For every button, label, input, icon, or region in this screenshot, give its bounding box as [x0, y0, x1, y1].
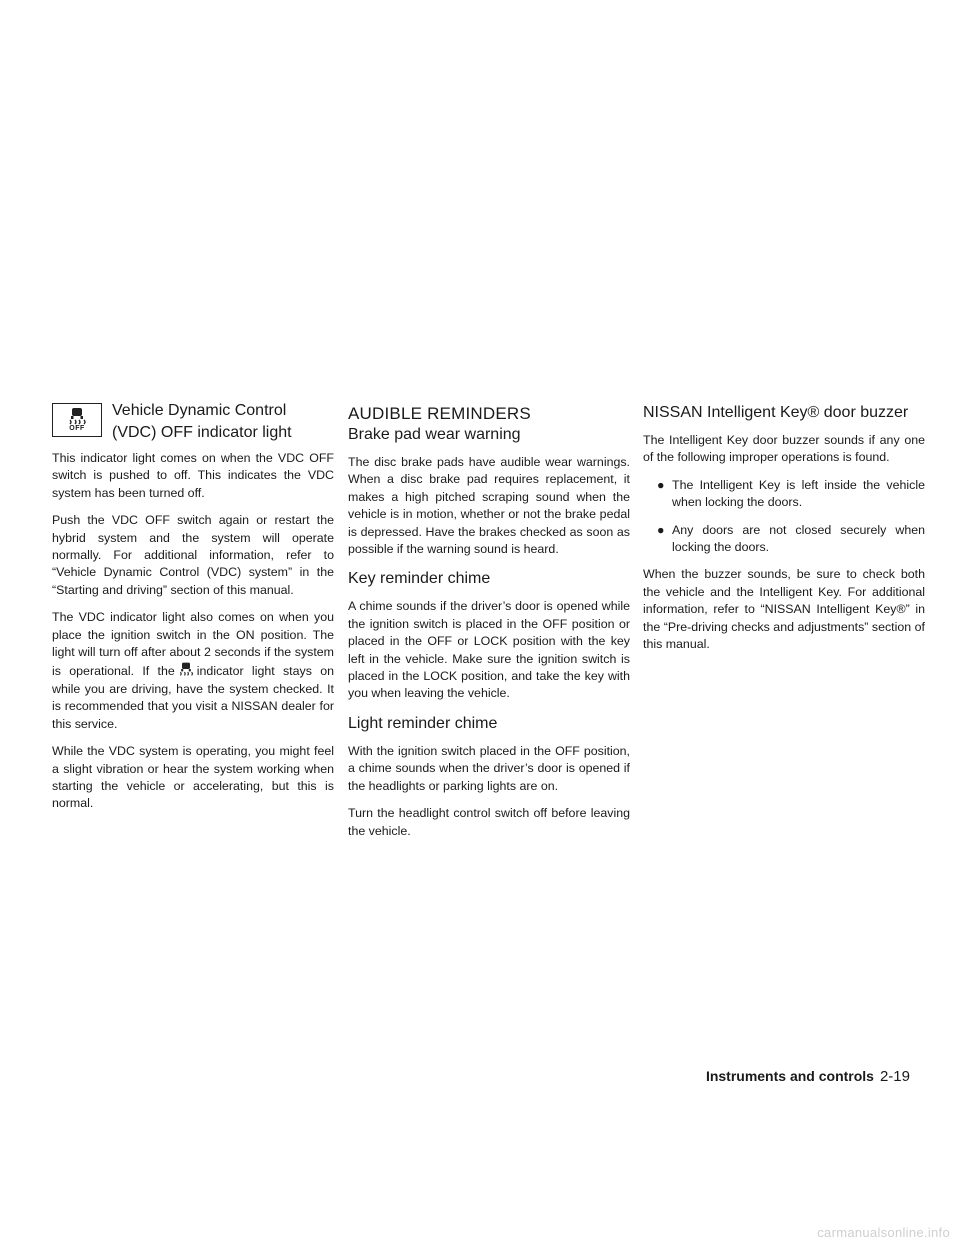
- page-number: 2-19: [879, 1068, 910, 1085]
- vdc-paragraph-3: The VDC indicator light also comes on when you place the ignition switch in the ON position. The light will turn off after about 2 seconds if the system is operational. If the indicator light stays on while you are driving, have the system checked. It is recommended that you visit a NISSAN dealer for this service.: [52, 610, 335, 731]
- vdc-inline-icon: [175, 661, 197, 677]
- vdc-off-icon: [52, 403, 102, 437]
- key-heading: Key reminder chime: [348, 570, 491, 588]
- page-footer: [706, 1068, 910, 1085]
- skidding-car-icon: [67, 407, 87, 425]
- vdc-paragraph-4: While the VDC system is operating, you might feel a slight vibration or hear the system working when starting the vehicle or accelerating, but this is normal.: [52, 744, 334, 811]
- brake-heading: Brake pad wear warning: [348, 426, 521, 443]
- vdc-header: [52, 400, 334, 444]
- vdc-title: Vehicle Dynamic Control (VDC) OFF indicator light: [112, 402, 292, 441]
- column-audible-reminders: [348, 400, 630, 850]
- list-item: ● Any doors are not closed securely when locking the doors.: [657, 522, 925, 555]
- vdc-paragraph-1: This indicator light comes on when the VDC OFF switch is pushed to off. This indicates the VDC system has been turned off.: [52, 451, 334, 500]
- buzzer-paragraph-1: The Intelligent Key door buzzer sounds if any one of the following improper operations is found.: [643, 433, 925, 465]
- footer-section: Instruments and controls: [705, 1068, 874, 1084]
- vdc-paragraph-2: Push the VDC OFF switch again or restart the hybrid system and the system will operate normally. For additional information, refer to “Vehicle Dynamic Control (VDC) system” in the “Starting and driving” section of this manual.: [52, 513, 334, 597]
- column-vdc: [52, 400, 334, 823]
- list-item: ● The Intelligent Key is left inside the vehicle when locking the doors.: [657, 477, 925, 510]
- brake-paragraph: The disc brake pads have audible wear warnings. When a disc brake pad requires replacement, it makes a high pitched scraping sound when the vehicle is in motion, whether or not the brake pedal is depressed. Have the brakes checked as soon as possible if the warning sound is heard.: [348, 455, 630, 557]
- column-door-buzzer: [643, 400, 925, 663]
- light-paragraph-1: With the ignition switch placed in the OFF position, a chime sounds when the driver’s door is opened if the headlights or parking lights are on.: [348, 743, 630, 793]
- buzzer-bullets: [643, 477, 925, 557]
- buzzer-heading: NISSAN Intelligent Key® door buzzer: [643, 404, 909, 421]
- icon-off-label: OFF: [69, 425, 85, 432]
- light-heading: Light reminder chime: [348, 714, 498, 732]
- watermark: carmanualsonline.info: [817, 1225, 950, 1240]
- key-paragraph: A chime sounds if the driver’s door is opened while the ignition switch is placed in the OFF position or placed in the OFF or LOCK position with the key left in the vehicle. Make sure the ignition switch is placed in the LOCK position, and take the key with you when leaving the vehicle.: [348, 599, 630, 701]
- light-paragraph-2: Turn the headlight control switch off before leaving the vehicle.: [348, 806, 630, 838]
- buzzer-paragraph-2: When the buzzer sounds, be sure to check both the vehicle and the Intelligent Key. For additional information, refer to “NISSAN Intelligent Key®” in the “Pre-driving checks and adjustments” section of this manual.: [643, 567, 925, 652]
- section-title: AUDIBLE REMINDERS: [348, 404, 531, 423]
